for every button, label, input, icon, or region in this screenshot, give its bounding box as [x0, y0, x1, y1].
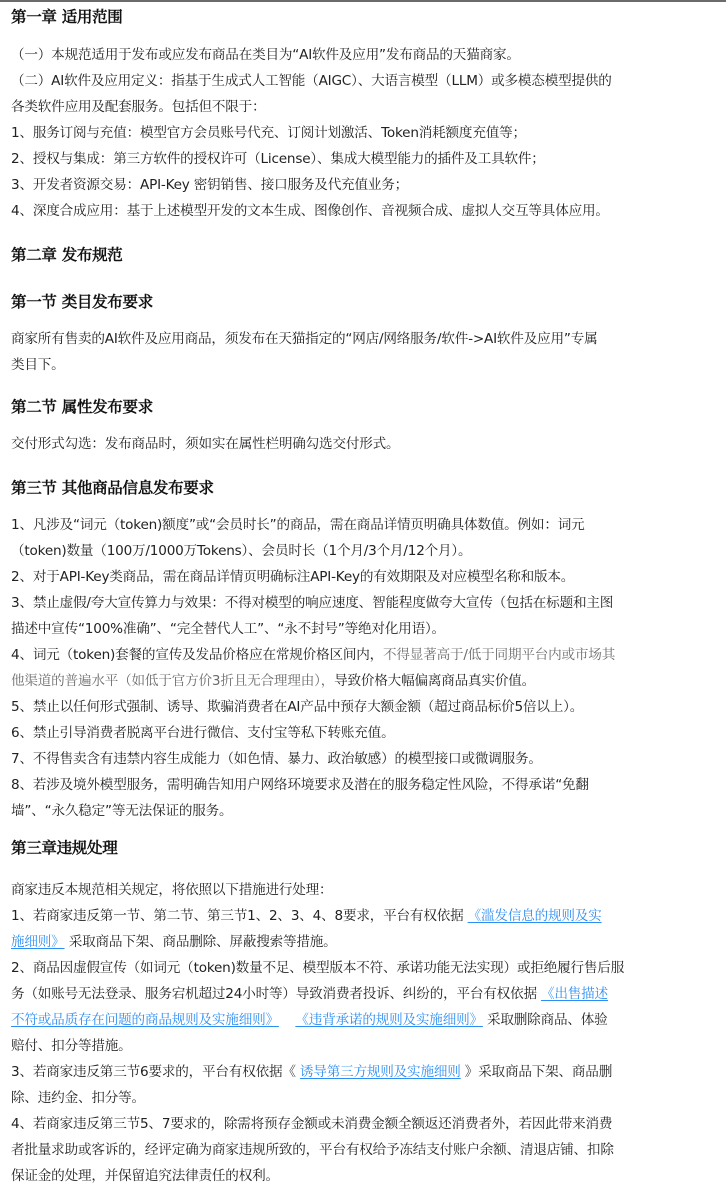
item-4-text: 导致价格大幅偏离商品真实价值。	[334, 673, 536, 689]
item-4-text: 4、词元（token)套餐的宣传及发品价格应在常规价格区间内，	[11, 647, 384, 663]
list-item: 2、商品因虚假宣传（如词元（token)数量不足、模型版本不符、承诺功能无法实现）或拒绝履行售后服	[11, 960, 625, 976]
chapter-3-body	[11, 877, 711, 1189]
list-item-continuation: 墙”、“永久稳定”等无法保证的服务。	[11, 803, 233, 819]
list-item-continuation: 除、违约金、扣分等。	[11, 1090, 145, 1106]
paragraph-line: 商家所有售卖的AI软件及应用商品，须发布在天猫指定的“网店/网络服务/软件->AI软件及应用”专属	[11, 331, 598, 347]
chapter-1-body	[11, 42, 711, 224]
link-breach-of-promise-rules[interactable]: 《违背承诺的规则及实施细则》	[295, 1012, 483, 1028]
list-item-continuation	[11, 929, 711, 955]
list-item: 1、服务订阅与充值：模型官方会员账号代充、订阅计划激活、Token消耗额度充值等；	[11, 125, 526, 141]
list-item	[11, 903, 711, 929]
list-item	[11, 1059, 711, 1085]
item-1-text: 1、若商家违反第一节、第二节、第三节1、2、3、4、8要求，平台有权依据	[11, 908, 464, 924]
link-spam-info-rules[interactable]: 《滥发信息的规则及实	[467, 908, 602, 924]
item-3-text: 3、若商家违反第三节6要求的，平台有权依据《	[11, 1064, 296, 1080]
section-1-body	[11, 326, 711, 378]
list-item: 7、不得售卖含有违禁内容生成能力（如色情、暴力、政治敏感）的模型接口或微调服务。	[11, 751, 542, 767]
list-item	[11, 642, 711, 668]
chapter-1-title: 第一章 适用范围	[11, 8, 123, 26]
item-4-muted-text: 他渠道的普遍水平（如低于官方价3折且无合理理由），	[11, 673, 335, 689]
item-2-text: 务（如账号无法登录、服务宕机超过24小时等）导致消费者投诉、纠纷的，平台有权依据	[11, 986, 537, 1002]
link-misdescription-rules[interactable]: 不符或品质存在问题的商品规则及实施细则》	[11, 1012, 279, 1028]
section-2-body	[11, 431, 711, 457]
paragraph-line: 类目下。	[11, 357, 65, 373]
link-inducing-third-party-rules[interactable]: 诱导第三方规则及实施细则	[299, 1064, 461, 1080]
list-item-continuation	[11, 668, 711, 694]
list-item-continuation: 描述中宣传“100%准确”、“完全替代人工”、“永不封号”等绝对化用语）。	[11, 621, 445, 637]
item-4-muted-text: 不得显著高于/低于同期平台内或市场其	[383, 647, 616, 663]
top-border	[0, 0, 726, 2]
chapter-2-title: 第二章 发布规范	[11, 246, 123, 264]
section-3-body	[11, 512, 711, 824]
link-misdescription-rules[interactable]: 《出售描述	[540, 986, 608, 1002]
paragraph-line: 商家违反本规范相关规定，将依照以下措施进行处理：	[11, 882, 333, 898]
list-item-continuation: 者批量求助或客诉的，经评定确为商家违规所致的，平台有权给予冻结支付账户余额、清退店铺、扣除	[11, 1142, 614, 1158]
list-item: 1、凡涉及“词元（token)额度”或“会员时长”的商品，需在商品详情页明确具体数值。例如：词元	[11, 517, 585, 533]
list-item-continuation	[11, 1007, 711, 1033]
paragraph-line: （二）AI软件及应用定义：指基于生成式人工智能（AIGC）、大语言模型（LLM）或多模态模型提供的	[11, 73, 612, 89]
list-item-continuation: 赔付、扣分等措施。	[11, 1038, 132, 1054]
paragraph-line: （一）本规范适用于发布或应发布商品在类目为“AI软件及应用”发布商品的天猫商家。	[11, 47, 520, 63]
item-1-text: 采取商品下架、商品删除、屏蔽搜索等措施。	[68, 934, 337, 950]
item-3-text: 》采取商品下架、商品删	[464, 1064, 613, 1080]
list-item: 4、深度合成应用：基于上述模型开发的文本生成、图像创作、音视频合成、虚拟人交互等具体应用。	[11, 203, 609, 219]
section-2-title: 第二节 属性发布要求	[11, 398, 153, 416]
list-item: 2、对于API-Key类商品，需在商品详情页明确标注API-Key的有效期限及对应模型名称和版本。	[11, 569, 575, 585]
list-item: 2、授权与集成：第三方软件的授权许可（License）、集成大模型能力的插件及工具软件；	[11, 151, 545, 167]
section-3-title: 第三节 其他商品信息发布要求	[11, 479, 214, 497]
list-item-continuation: 保证金的处理，并保留追究法律责任的权利。	[11, 1168, 279, 1184]
paragraph-line: 各类软件应用及配套服务。包括但不限于：	[11, 99, 266, 115]
link-spam-info-rules[interactable]: 施细则》	[11, 934, 65, 950]
list-item: 3、禁止虚假/夸大宣传算力与效果：不得对模型的响应速度、智能程度做夸大宣传（包括在标题和主图	[11, 595, 614, 611]
list-item: 8、若涉及境外模型服务，需明确告知用户网络环境要求及潜在的服务稳定性风险，不得承诺“免翻	[11, 777, 589, 793]
list-item-continuation: （token)数量（100万/1000万Tokens）、会员时长（1个月/3个月/12个月）。	[11, 543, 472, 559]
section-1-title: 第一节 类目发布要求	[11, 293, 153, 311]
list-item: 3、开发者资源交易：API-Key 密钥销售、接口服务及代充值业务；	[11, 177, 409, 193]
item-2-text: 采取删除商品、体验	[487, 1012, 608, 1028]
paragraph-line: 交付形式勾选：发布商品时，须如实在属性栏明确勾选交付形式。	[11, 436, 400, 452]
list-item: 6、禁止引导消费者脱离平台进行微信、支付宝等私下转账充值。	[11, 725, 395, 741]
chapter-3-title: 第三章违规处理	[11, 839, 118, 857]
list-item: 4、若商家违反第三节5、7要求的，除需将预存金额或未消费金额全额返还消费者外，若因此带来消费	[11, 1116, 613, 1132]
list-item-continuation	[11, 981, 711, 1007]
list-item: 5、禁止以任何形式强制、诱导、欺骗消费者在AI产品中预存大额金额（超过商品标价5倍以上）。	[11, 699, 584, 715]
